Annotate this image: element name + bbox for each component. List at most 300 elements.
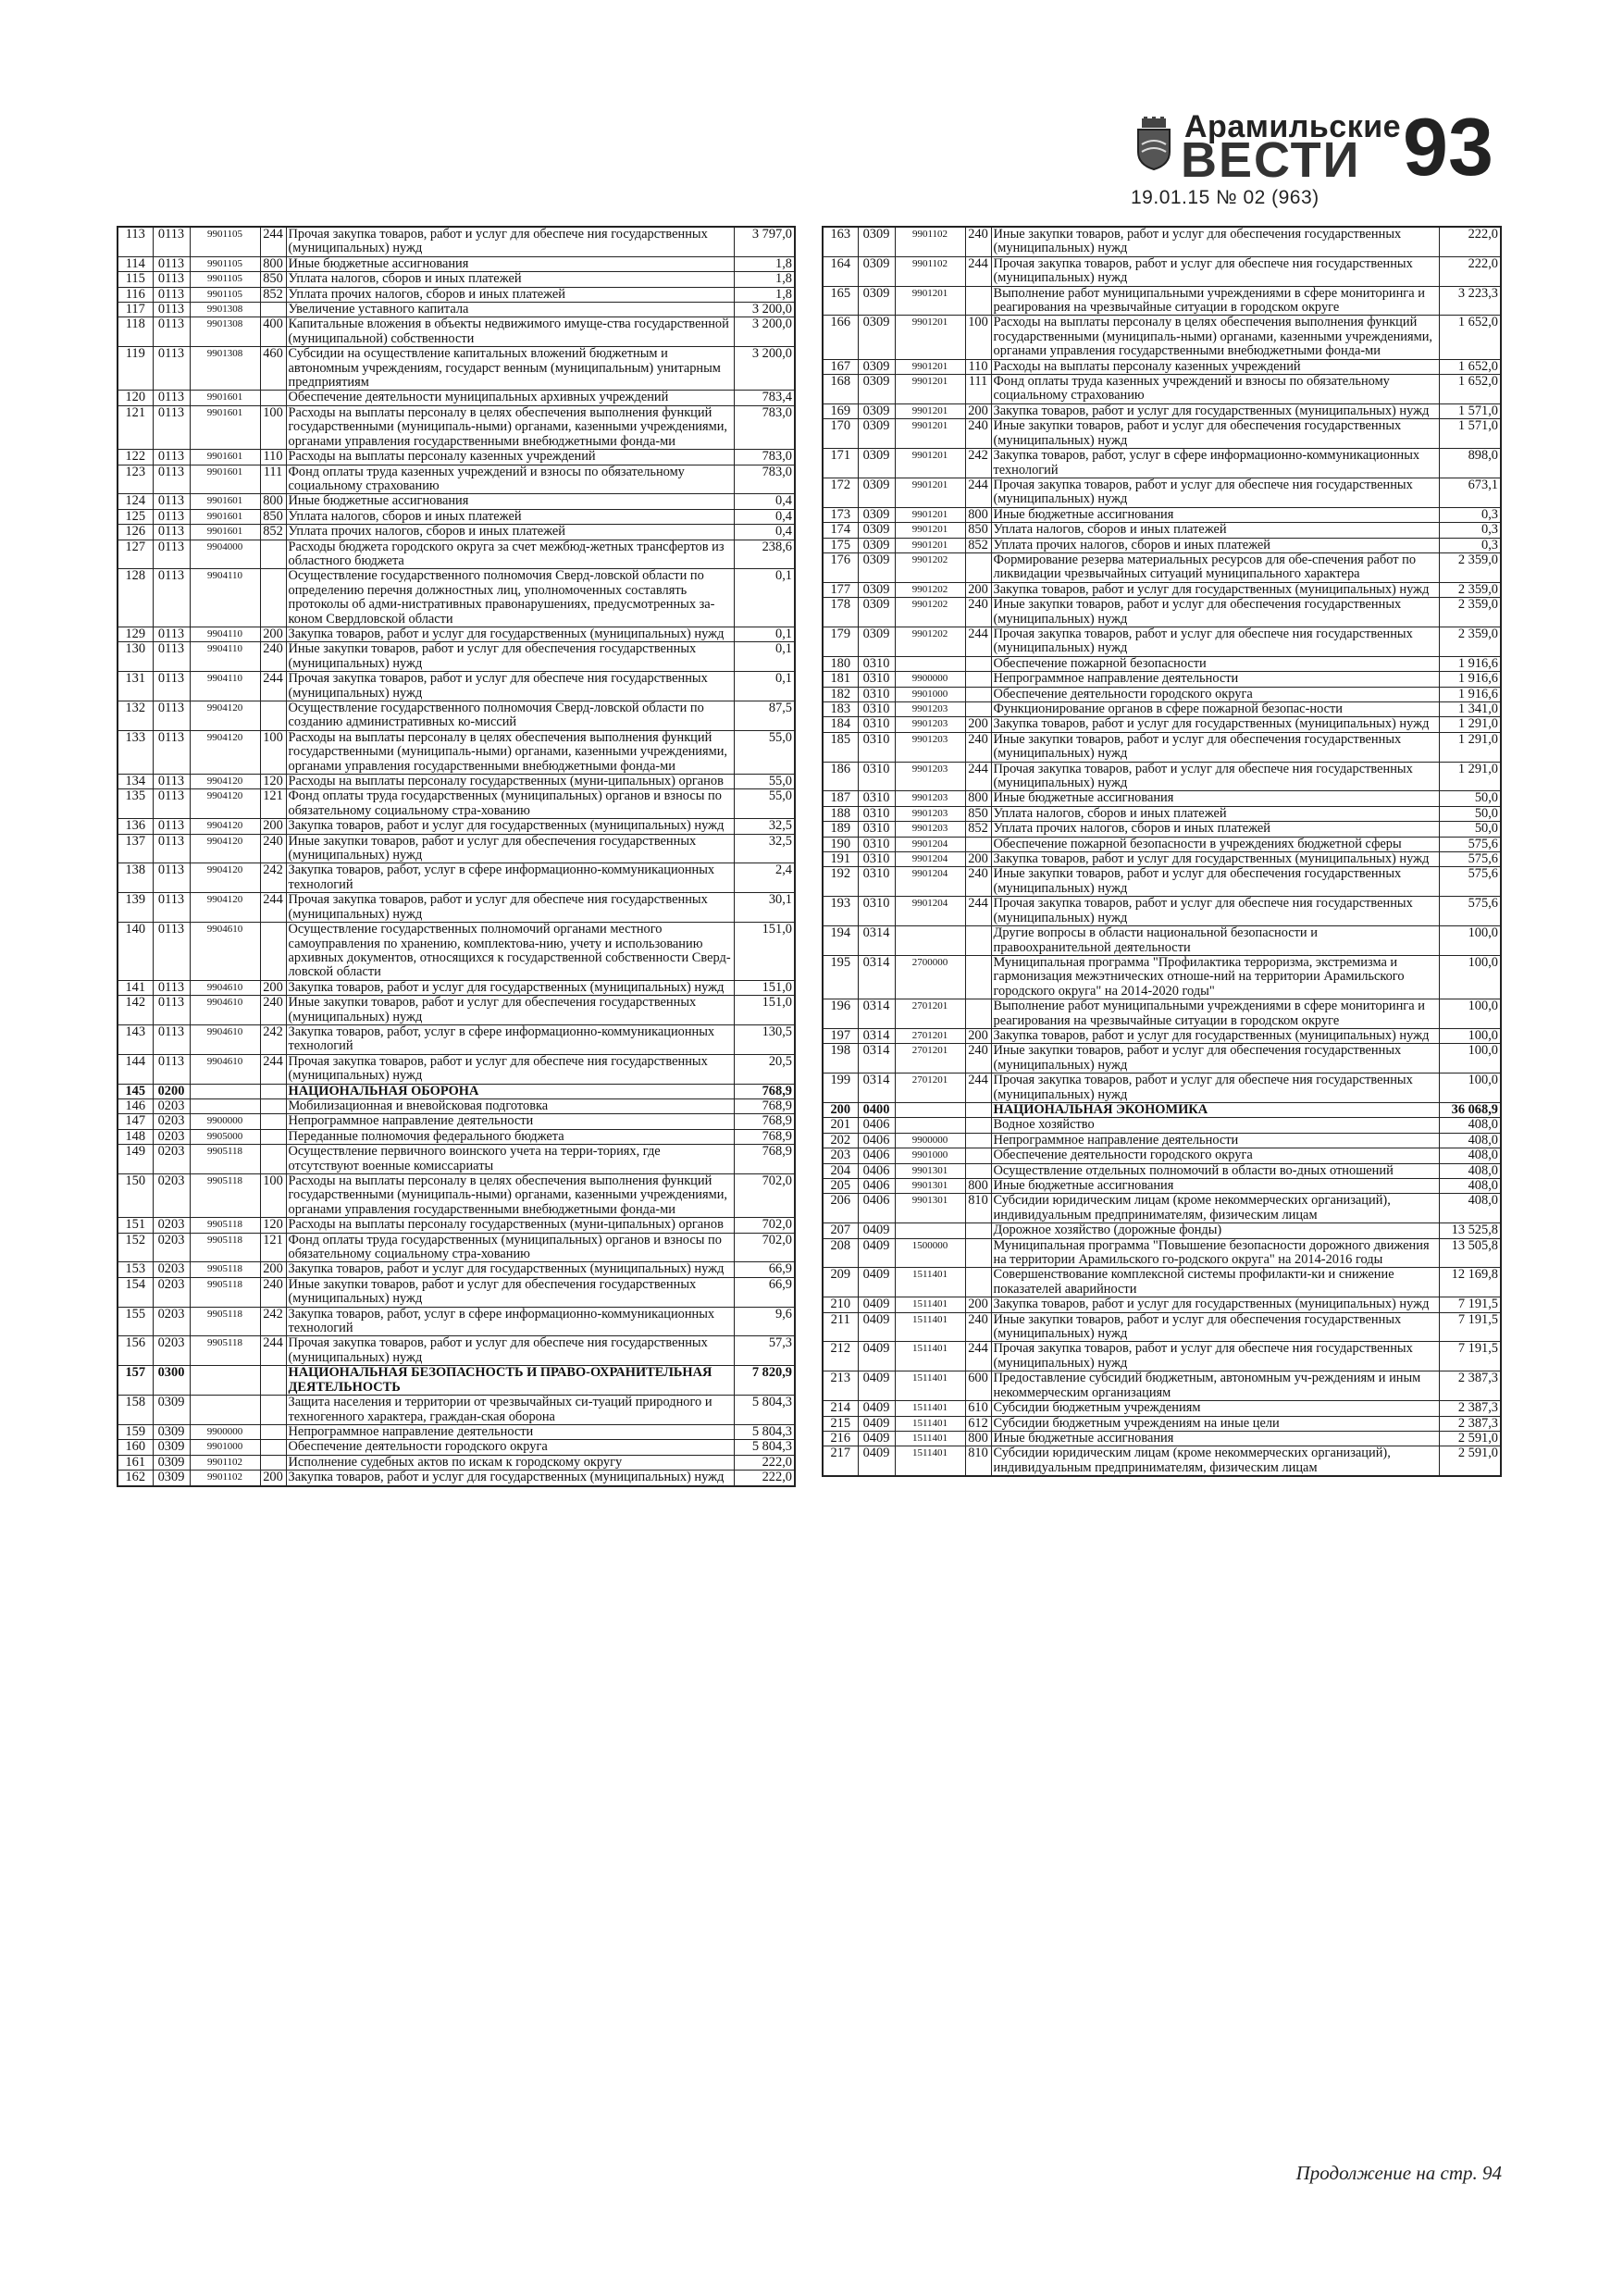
table-row — [118, 347, 795, 391]
target-code: 9901203 — [895, 791, 965, 806]
row-number: 193 — [823, 897, 858, 926]
amount: 50,0 — [1439, 822, 1501, 837]
table-row — [823, 1297, 1501, 1312]
amount: 1 652,0 — [1439, 359, 1501, 374]
item-description: НАЦИОНАЛЬНАЯ ОБОРОНА — [286, 1084, 734, 1098]
row-number: 130 — [118, 642, 153, 672]
target-code: 9901201 — [895, 538, 965, 552]
table-row — [823, 359, 1501, 374]
expense-type: 240 — [965, 867, 991, 897]
item-description: Расходы на выплаты персоналу в целях обеспечения выполнения функций государственными (муниципаль-ными) органами, казенными учреждениями, органами управления государственными внебюджетными фонда-ми — [286, 405, 734, 449]
row-number: 174 — [823, 523, 858, 538]
amount: 575,6 — [1439, 897, 1501, 926]
amount: 2 387,3 — [1439, 1371, 1501, 1401]
table-row — [118, 1024, 795, 1054]
section-code: 0203 — [153, 1233, 190, 1262]
target-code: 9901308 — [190, 347, 260, 391]
table-row — [118, 627, 795, 641]
amount: 768,9 — [734, 1145, 795, 1174]
expense-type: 240 — [965, 1312, 991, 1342]
table-row — [118, 893, 795, 923]
item-description: Прочая закупка товаров, работ и услуг для обеспече ния государственных (муниципальных) нужд — [991, 256, 1439, 286]
row-number: 184 — [823, 717, 858, 732]
target-code: 1511401 — [895, 1446, 965, 1476]
section-code: 0409 — [858, 1446, 895, 1476]
item-description: Осуществление государственного полномочия Сверд-ловской области по созданию административных ко-миссий — [286, 701, 734, 731]
expense-type: 850 — [965, 806, 991, 821]
section-code: 0406 — [858, 1148, 895, 1163]
table-row — [823, 867, 1501, 897]
table-row — [118, 1471, 795, 1486]
target-code: 9901201 — [895, 478, 965, 507]
item-description: НАЦИОНАЛЬНАЯ БЕЗОПАСНОСТЬ И ПРАВО-ОХРАНИТЕЛЬНАЯ ДЕЯТЕЛЬНОСТЬ — [286, 1366, 734, 1396]
section-code: 0309 — [153, 1471, 190, 1486]
amount: 55,0 — [734, 789, 795, 819]
table-row — [823, 1342, 1501, 1371]
table-row — [118, 1366, 795, 1396]
section-code: 0113 — [153, 317, 190, 347]
section-code: 0400 — [858, 1102, 895, 1117]
row-number: 200 — [823, 1102, 858, 1117]
table-row — [823, 1223, 1501, 1238]
section-code: 0309 — [858, 552, 895, 582]
table-row — [118, 287, 795, 302]
amount: 1 571,0 — [1439, 403, 1501, 418]
expense-type — [260, 1114, 286, 1129]
coat-of-arms-icon — [1133, 117, 1175, 170]
amount: 100,0 — [1439, 926, 1501, 956]
section-code: 0203 — [153, 1174, 190, 1218]
row-number: 144 — [118, 1054, 153, 1084]
table-row — [823, 656, 1501, 671]
row-number: 143 — [118, 1024, 153, 1054]
expense-type — [965, 1118, 991, 1133]
section-code: 0113 — [153, 494, 190, 509]
section-code: 0113 — [153, 863, 190, 893]
section-code: 0314 — [858, 1044, 895, 1074]
row-number: 132 — [118, 701, 153, 731]
item-description: Уплата налогов, сборов и иных платежей — [991, 806, 1439, 821]
table-row — [823, 897, 1501, 926]
row-number: 209 — [823, 1268, 858, 1297]
amount: 0,1 — [734, 627, 795, 641]
item-description: Функционирование органов в сфере пожарной безопас-ности — [991, 702, 1439, 717]
table-row — [118, 863, 795, 893]
expense-type: 240 — [260, 1277, 286, 1307]
section-code: 0309 — [858, 582, 895, 597]
section-code: 0113 — [153, 465, 190, 494]
section-code: 0113 — [153, 642, 190, 672]
section-code: 0203 — [153, 1098, 190, 1113]
expense-type: 111 — [965, 375, 991, 404]
row-number: 214 — [823, 1401, 858, 1416]
row-number: 145 — [118, 1084, 153, 1098]
expense-type — [965, 837, 991, 851]
section-code: 0310 — [858, 897, 895, 926]
item-description: Иные закупки товаров, работ и услуг для обеспечения государственных (муниципальных) нужд — [991, 1312, 1439, 1342]
expense-type — [965, 1223, 991, 1238]
section-code: 0406 — [858, 1194, 895, 1223]
target-code: 9901301 — [895, 1163, 965, 1178]
amount: 222,0 — [734, 1471, 795, 1486]
expense-type: 200 — [965, 717, 991, 732]
section-code: 0314 — [858, 1074, 895, 1103]
section-code: 0113 — [153, 256, 190, 271]
amount: 151,0 — [734, 996, 795, 1025]
target-code: 9901601 — [190, 405, 260, 449]
amount: 768,9 — [734, 1084, 795, 1098]
amount: 575,6 — [1439, 867, 1501, 897]
target-code: 9905118 — [190, 1145, 260, 1174]
section-code: 0310 — [858, 717, 895, 732]
amount: 2 387,3 — [1439, 1416, 1501, 1431]
expense-type: 850 — [260, 272, 286, 287]
section-code: 0310 — [858, 702, 895, 717]
item-description: Непрограммное направление деятельности — [991, 1133, 1439, 1148]
target-code: 9904120 — [190, 775, 260, 789]
target-code: 9901105 — [190, 256, 260, 271]
section-code: 0113 — [153, 996, 190, 1025]
target-code: 9900000 — [895, 672, 965, 687]
table-row — [118, 980, 795, 995]
section-code: 0113 — [153, 730, 190, 774]
row-number: 147 — [118, 1114, 153, 1129]
section-code: 0309 — [153, 1396, 190, 1425]
section-code: 0310 — [858, 687, 895, 701]
target-code: 9904610 — [190, 980, 260, 995]
expense-type: 110 — [260, 450, 286, 465]
amount: 100,0 — [1439, 1074, 1501, 1103]
masthead — [1129, 101, 1536, 209]
amount: 222,0 — [1439, 227, 1501, 256]
table-row — [118, 1262, 795, 1277]
target-code: 9904120 — [190, 834, 260, 863]
item-description: Субсидии бюджетным учреждениям — [991, 1401, 1439, 1416]
item-description: Осуществление первичного воинского учета на терри-ториях, где отсутствуют военные комиссариаты — [286, 1145, 734, 1174]
table-row — [118, 1145, 795, 1174]
expense-type — [965, 1102, 991, 1117]
expense-type: 100 — [260, 1174, 286, 1218]
target-code: 9901204 — [895, 837, 965, 851]
expense-type — [260, 1396, 286, 1425]
section-code: 0409 — [858, 1268, 895, 1297]
amount: 2 387,3 — [1439, 1401, 1501, 1416]
target-code: 9904120 — [190, 701, 260, 731]
amount: 7 191,5 — [1439, 1342, 1501, 1371]
amount: 575,6 — [1439, 852, 1501, 867]
row-number: 141 — [118, 980, 153, 995]
item-description: Капитальные вложения в объекты недвижимого имуще-ства государственной (муниципальной) собственности — [286, 317, 734, 347]
expense-type — [260, 1129, 286, 1144]
item-description: Прочая закупка товаров, работ и услуг для обеспече ния государственных (муниципальных) нужд — [286, 1336, 734, 1366]
expense-type: 240 — [965, 227, 991, 256]
section-code: 0310 — [858, 762, 895, 791]
expense-type: 111 — [260, 465, 286, 494]
section-code: 0314 — [858, 999, 895, 1029]
section-code: 0406 — [858, 1163, 895, 1178]
item-description: Прочая закупка товаров, работ и услуг для обеспече ния государственных (муниципальных) нужд — [991, 478, 1439, 507]
item-description: Закупка товаров, работ и услуг для государственных (муниципальных) нужд — [991, 403, 1439, 418]
expense-type: 800 — [260, 256, 286, 271]
expense-type: 200 — [260, 1262, 286, 1277]
item-description: Прочая закупка товаров, работ и услуг для обеспече ния государственных (муниципальных) нужд — [286, 227, 734, 256]
expense-type: 244 — [965, 762, 991, 791]
page-number: 93 — [1403, 101, 1493, 192]
target-code: 9900000 — [190, 1114, 260, 1129]
amount: 575,6 — [1439, 837, 1501, 851]
amount: 66,9 — [734, 1277, 795, 1307]
amount: 768,9 — [734, 1114, 795, 1129]
expense-type: 242 — [260, 1024, 286, 1054]
table-row — [823, 582, 1501, 597]
row-number: 191 — [823, 852, 858, 867]
expense-type: 200 — [965, 403, 991, 418]
row-number: 201 — [823, 1118, 858, 1133]
amount: 7 191,5 — [1439, 1312, 1501, 1342]
item-description: Закупка товаров, работ и услуг для государственных (муниципальных) нужд — [991, 852, 1439, 867]
expense-type: 240 — [260, 834, 286, 863]
expense-type: 244 — [260, 672, 286, 701]
section-code: 0113 — [153, 627, 190, 641]
expense-type: 200 — [260, 980, 286, 995]
target-code: 9901102 — [190, 1455, 260, 1470]
amount: 5 804,3 — [734, 1424, 795, 1439]
table-row — [823, 1371, 1501, 1401]
amount: 100,0 — [1439, 999, 1501, 1029]
table-row — [118, 1396, 795, 1425]
amount: 5 804,3 — [734, 1396, 795, 1425]
expense-type: 460 — [260, 347, 286, 391]
amount: 66,9 — [734, 1262, 795, 1277]
section-code: 0113 — [153, 509, 190, 524]
row-number: 188 — [823, 806, 858, 821]
row-number: 158 — [118, 1396, 153, 1425]
item-description: Прочая закупка товаров, работ и услуг для обеспече ния государственных (муниципальных) нужд — [286, 893, 734, 923]
section-code: 0309 — [858, 316, 895, 359]
amount: 30,1 — [734, 893, 795, 923]
table-row — [823, 1194, 1501, 1223]
expense-type: 240 — [965, 1044, 991, 1074]
row-number: 210 — [823, 1297, 858, 1312]
amount: 7 191,5 — [1439, 1297, 1501, 1312]
expense-type: 800 — [965, 507, 991, 522]
section-code: 0203 — [153, 1336, 190, 1366]
section-code: 0309 — [858, 227, 895, 256]
target-code: 9901203 — [895, 822, 965, 837]
amount: 673,1 — [1439, 478, 1501, 507]
row-number: 180 — [823, 656, 858, 671]
row-number: 169 — [823, 403, 858, 418]
row-number: 176 — [823, 552, 858, 582]
target-code: 2701201 — [895, 1044, 965, 1074]
row-number: 122 — [118, 450, 153, 465]
target-code — [190, 1396, 260, 1425]
table-row — [823, 1163, 1501, 1178]
item-description: Муниципальная программа "Профилактика терроризма, экстремизма и гармонизация межэтнических отноше-ний на территории Арамильского городского округа" на 2014-2020 годы" — [991, 955, 1439, 999]
item-description: Иные закупки товаров, работ и услуг для обеспечения государственных (муниципальных) нужд — [991, 227, 1439, 256]
target-code: 9905118 — [190, 1218, 260, 1233]
target-code — [190, 1084, 260, 1098]
section-code: 0113 — [153, 701, 190, 731]
expense-type — [260, 1440, 286, 1455]
item-description: Иные закупки товаров, работ и услуг для обеспечения государственных (муниципальных) нужд — [991, 1044, 1439, 1074]
amount: 0,4 — [734, 494, 795, 509]
section-code: 0409 — [858, 1416, 895, 1431]
row-number: 113 — [118, 227, 153, 256]
table-row — [118, 391, 795, 405]
target-code — [190, 1366, 260, 1396]
section-code: 0310 — [858, 837, 895, 851]
target-code: 9901000 — [895, 687, 965, 701]
item-description: Расходы на выплаты персоналу государственных (муни-ципальных) органов — [286, 775, 734, 789]
target-code: 2701201 — [895, 1028, 965, 1043]
target-code: 9901201 — [895, 375, 965, 404]
table-row — [823, 627, 1501, 656]
table-row — [823, 1133, 1501, 1148]
item-description: Закупка товаров, работ и услуг для государственных (муниципальных) нужд — [991, 1028, 1439, 1043]
expense-type: 200 — [965, 852, 991, 867]
item-description: Иные бюджетные ассигнования — [991, 1431, 1439, 1446]
row-number: 156 — [118, 1336, 153, 1366]
expense-type: 610 — [965, 1401, 991, 1416]
section-code: 0113 — [153, 227, 190, 256]
target-code: 9901201 — [895, 419, 965, 449]
table-row — [823, 791, 1501, 806]
row-number: 120 — [118, 391, 153, 405]
target-code: 9904110 — [190, 569, 260, 627]
table-row — [823, 822, 1501, 837]
row-number: 142 — [118, 996, 153, 1025]
section-code: 0203 — [153, 1129, 190, 1144]
target-code: 9904120 — [190, 819, 260, 834]
table-row — [823, 523, 1501, 538]
table-row — [118, 465, 795, 494]
expense-type: 400 — [260, 317, 286, 347]
expense-type: 244 — [965, 478, 991, 507]
row-number: 116 — [118, 287, 153, 302]
target-code: 9904120 — [190, 730, 260, 774]
row-number: 190 — [823, 837, 858, 851]
expense-type — [965, 1238, 991, 1268]
target-code — [895, 1223, 965, 1238]
section-code: 0203 — [153, 1262, 190, 1277]
expense-type: 240 — [260, 996, 286, 1025]
item-description: Иные закупки товаров, работ и услуг для обеспечения государственных (муниципальных) нужд — [991, 598, 1439, 627]
item-description: Закупка товаров, работ и услуг для государственных (муниципальных) нужд — [286, 819, 734, 834]
expense-type: 244 — [260, 1336, 286, 1366]
row-number: 135 — [118, 789, 153, 819]
item-description: Предоставление субсидий бюджетным, автономным уч-реждениям и иным некоммерческим организациям — [991, 1371, 1439, 1401]
amount: 2 359,0 — [1439, 582, 1501, 597]
amount: 55,0 — [734, 730, 795, 774]
expense-type — [260, 1098, 286, 1113]
section-code: 0409 — [858, 1342, 895, 1371]
row-number: 154 — [118, 1277, 153, 1307]
amount: 898,0 — [1439, 449, 1501, 478]
section-code: 0310 — [858, 656, 895, 671]
section-code: 0203 — [153, 1145, 190, 1174]
table-row — [823, 999, 1501, 1029]
target-code: 9901201 — [895, 359, 965, 374]
amount: 408,0 — [1439, 1148, 1501, 1163]
section-code: 0409 — [858, 1238, 895, 1268]
target-code: 9901203 — [895, 717, 965, 732]
item-description: Формирование резерва материальных ресурсов для обе-спечения работ по ликвидации чрезвычайных ситуаций муниципального характера — [991, 552, 1439, 582]
row-number: 170 — [823, 419, 858, 449]
item-description: Уплата прочих налогов, сборов и иных платежей — [286, 287, 734, 302]
item-description: Иные закупки товаров, работ и услуг для обеспечения государственных (муниципальных) нужд — [991, 419, 1439, 449]
section-code: 0113 — [153, 450, 190, 465]
row-number: 162 — [118, 1471, 153, 1486]
section-code: 0310 — [858, 791, 895, 806]
amount: 768,9 — [734, 1098, 795, 1113]
target-code: 9905118 — [190, 1262, 260, 1277]
expense-type: 800 — [965, 791, 991, 806]
expense-type: 242 — [260, 863, 286, 893]
expense-type — [260, 1084, 286, 1098]
target-code: 9901105 — [190, 272, 260, 287]
target-code: 9900000 — [190, 1424, 260, 1439]
expense-type: 244 — [965, 256, 991, 286]
row-number: 168 — [823, 375, 858, 404]
row-number: 195 — [823, 955, 858, 999]
item-description: Закупка товаров, работ и услуг для государственных (муниципальных) нужд — [286, 1262, 734, 1277]
amount: 20,5 — [734, 1054, 795, 1084]
expense-type — [965, 656, 991, 671]
item-description: Прочая закупка товаров, работ и услуг для обеспече ния государственных (муниципальных) нужд — [991, 1342, 1439, 1371]
table-row — [118, 923, 795, 981]
expense-type — [965, 672, 991, 687]
table-row — [118, 672, 795, 701]
target-code: 9901601 — [190, 465, 260, 494]
target-code: 1500000 — [895, 1238, 965, 1268]
row-number: 185 — [823, 732, 858, 762]
item-description: Закупка товаров, работ и услуг для государственных (муниципальных) нужд — [991, 582, 1439, 597]
section-code: 0309 — [858, 538, 895, 552]
item-description: Расходы бюджета городского округа за счет межбюд-жетных трансфертов из областного бюджета — [286, 540, 734, 569]
table-row — [823, 375, 1501, 404]
item-description: Прочая закупка товаров, работ и услуг для обеспече ния государственных (муниципальных) нужд — [286, 1054, 734, 1084]
section-code: 0203 — [153, 1218, 190, 1233]
expense-type: 852 — [965, 822, 991, 837]
target-code: 1511401 — [895, 1401, 965, 1416]
row-number: 177 — [823, 582, 858, 597]
target-code: 9901301 — [895, 1179, 965, 1194]
table-row — [823, 1148, 1501, 1163]
table-row — [118, 256, 795, 271]
amount: 222,0 — [734, 1455, 795, 1470]
brand-name-main: ВЕСТИ — [1181, 132, 1361, 188]
table-row — [118, 775, 795, 789]
item-description: Прочая закупка товаров, работ и услуг для обеспече ния государственных (муниципальных) нужд — [991, 762, 1439, 791]
amount: 408,0 — [1439, 1179, 1501, 1194]
amount: 7 820,9 — [734, 1366, 795, 1396]
item-description: Иные бюджетные ассигнования — [991, 507, 1439, 522]
row-number: 133 — [118, 730, 153, 774]
amount: 702,0 — [734, 1174, 795, 1218]
amount: 55,0 — [734, 775, 795, 789]
table-row — [118, 1336, 795, 1366]
target-code: 9901201 — [895, 286, 965, 316]
amount: 2,4 — [734, 863, 795, 893]
target-code: 9901105 — [190, 227, 260, 256]
expense-type: 800 — [965, 1179, 991, 1194]
row-number: 119 — [118, 347, 153, 391]
target-code: 9901000 — [895, 1148, 965, 1163]
table-row — [118, 730, 795, 774]
table-row — [823, 507, 1501, 522]
item-description: Уплата налогов, сборов и иных платежей — [286, 272, 734, 287]
